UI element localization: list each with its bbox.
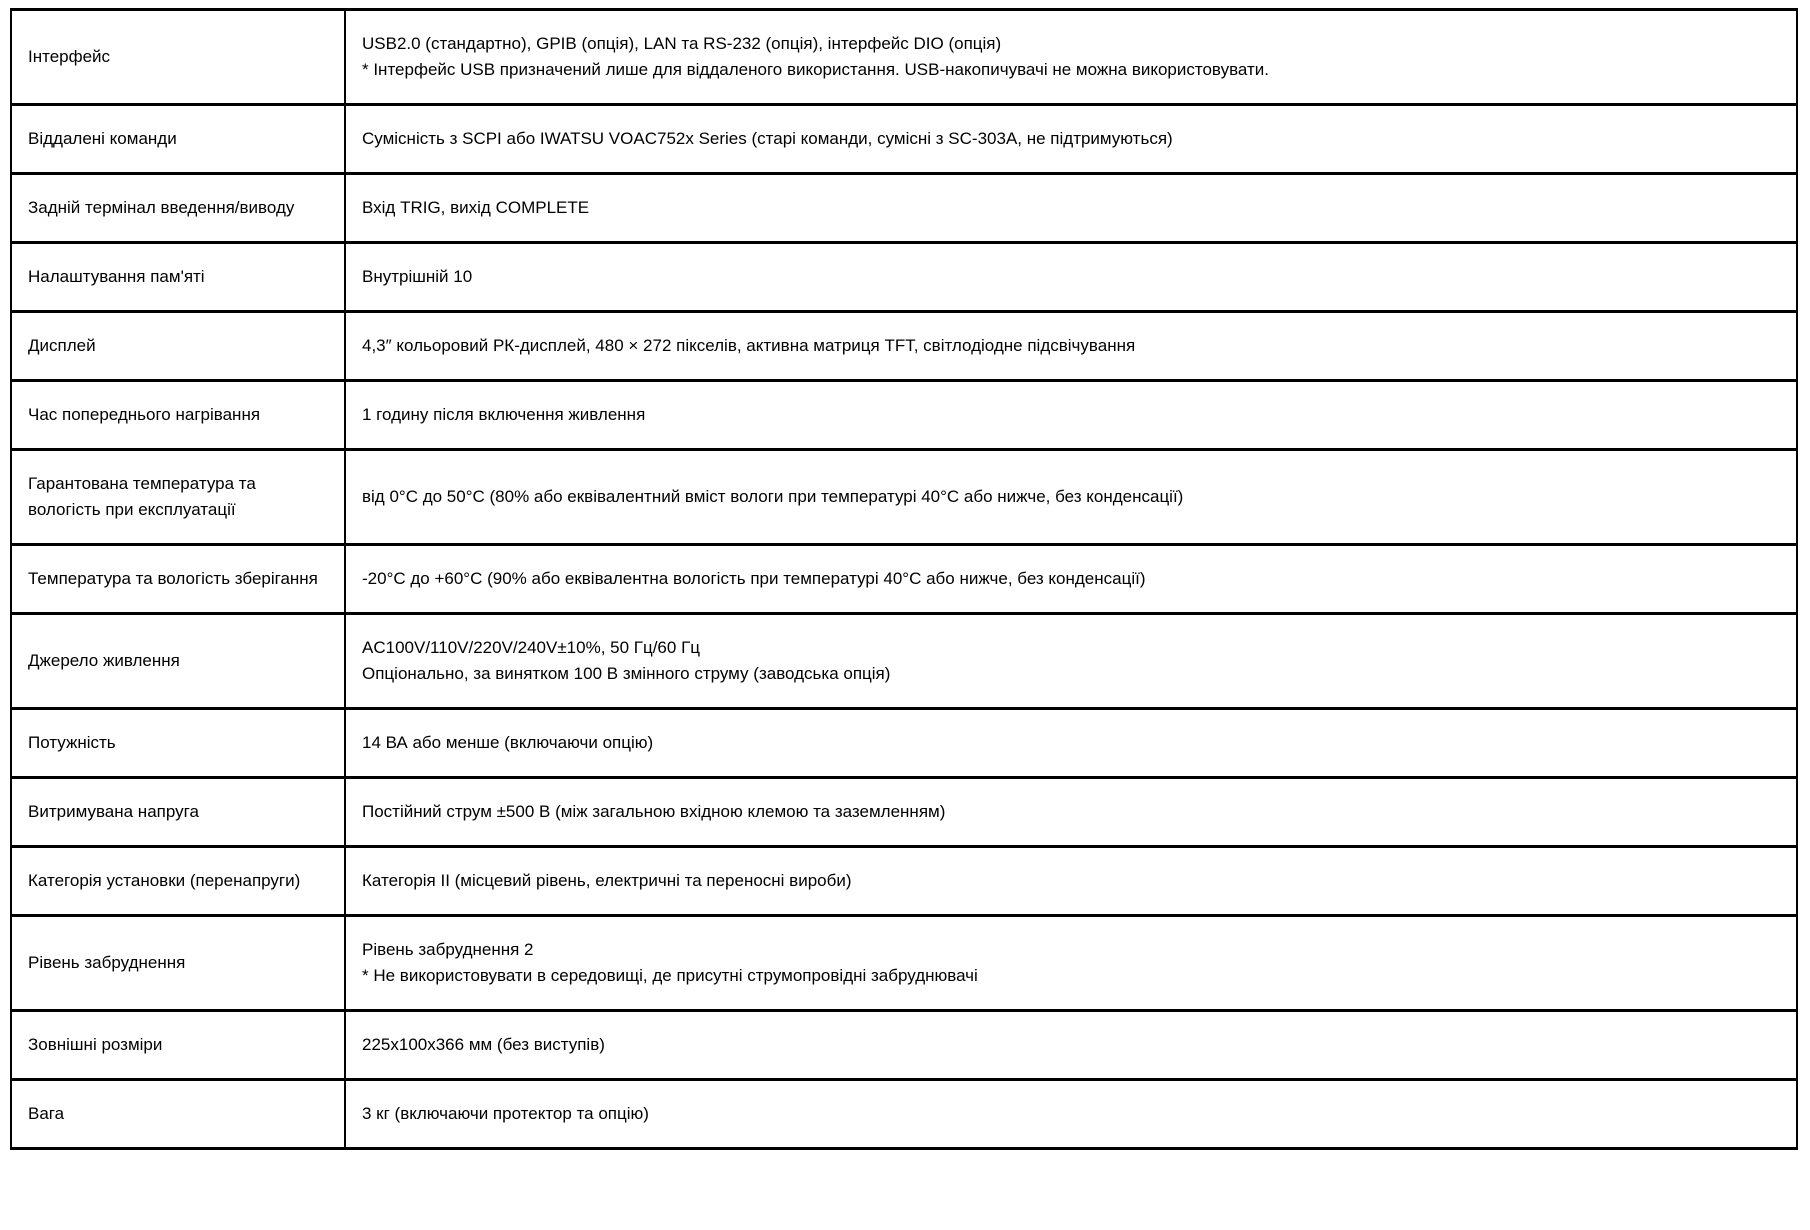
spec-value-line: від 0°C до 50°C (80% або еквівалентний вміст вологи при температурі 40°C або нижче, без конденсації) xyxy=(362,487,1184,506)
spec-value-line: 3 кг (включаючи протектор та опцію) xyxy=(362,1104,649,1123)
table-row xyxy=(11,174,1797,243)
spec-value-line: Рівень забруднення 2 xyxy=(362,940,534,959)
spec-label-cell: Дисплей xyxy=(11,312,345,381)
table-row xyxy=(11,545,1797,614)
table-row xyxy=(11,450,1797,545)
table-row xyxy=(11,105,1797,174)
spec-value-line: Категорія II (місцевий рівень, електричні та переносні вироби) xyxy=(362,871,852,890)
spec-label-cell: Потужність xyxy=(11,709,345,778)
spec-value-cell xyxy=(345,381,1797,450)
spec-label-cell: Інтерфейс xyxy=(11,10,345,105)
table-row xyxy=(11,312,1797,381)
spec-value-cell xyxy=(345,545,1797,614)
spec-value-line: USB2.0 (стандартно), GPIB (опція), LAN та RS-232 (опція), інтерфейс DIO (опція) xyxy=(362,34,1002,53)
spec-value-cell xyxy=(345,450,1797,545)
spec-value-line: -20°C до +60°C (90% або еквівалентна вологість при температурі 40°C або нижче, без конденсації) xyxy=(362,569,1146,588)
spec-value-cell xyxy=(345,243,1797,312)
spec-label-cell: Задній термінал введення/виводу xyxy=(11,174,345,243)
spec-value-line: Внутрішній 10 xyxy=(362,267,473,286)
spec-value-cell xyxy=(345,847,1797,916)
spec-value-cell xyxy=(345,1080,1797,1149)
spec-label-cell: Витримувана напруга xyxy=(11,778,345,847)
table-row xyxy=(11,1011,1797,1080)
spec-value-line: Опціонально, за винятком 100 В змінного струму (заводська опція) xyxy=(362,664,891,683)
spec-label-cell: Джерело живлення xyxy=(11,614,345,709)
spec-value-cell xyxy=(345,709,1797,778)
table-row xyxy=(11,709,1797,778)
spec-label-cell: Віддалені команди xyxy=(11,105,345,174)
spec-value-cell xyxy=(345,105,1797,174)
spec-value-line: Постійний струм ±500 В (між загальною вхідною клемою та заземленням) xyxy=(362,802,946,821)
spec-value-cell xyxy=(345,312,1797,381)
table-row xyxy=(11,243,1797,312)
table-row xyxy=(11,10,1797,105)
spec-table xyxy=(10,8,1798,1150)
spec-label-cell: Гарантована температура та вологість при експлуатації xyxy=(11,450,345,545)
spec-value-line: 14 ВА або менше (включаючи опцію) xyxy=(362,733,654,752)
spec-value-line: Сумісність з SCPI або IWATSU VOAC752x Series (старі команди, сумісні з SC-303A, не підтримуються) xyxy=(362,129,1173,148)
table-row xyxy=(11,778,1797,847)
spec-label-cell: Час попереднього нагрівання xyxy=(11,381,345,450)
spec-value-cell xyxy=(345,174,1797,243)
spec-value-line: * Не використовувати в середовищі, де присутні струмопровідні забруднювачі xyxy=(362,966,978,985)
spec-label-cell: Категорія установки (перенапруги) xyxy=(11,847,345,916)
spec-value-cell xyxy=(345,10,1797,105)
spec-value-cell xyxy=(345,614,1797,709)
spec-value-line: 225x100x366 мм (без виступів) xyxy=(362,1035,605,1054)
table-row xyxy=(11,847,1797,916)
spec-value-line: Вхід TRIG, вихід COMPLETE xyxy=(362,198,590,217)
spec-value-line: 1 годину після включення живлення xyxy=(362,405,646,424)
table-row xyxy=(11,381,1797,450)
spec-label-cell: Температура та вологість зберігання xyxy=(11,545,345,614)
spec-label-cell: Зовнішні розміри xyxy=(11,1011,345,1080)
spec-label-cell: Вага xyxy=(11,1080,345,1149)
table-row xyxy=(11,916,1797,1011)
spec-label-cell: Налаштування пам'яті xyxy=(11,243,345,312)
spec-value-cell xyxy=(345,1011,1797,1080)
spec-value-line: AC100V/110V/220V/240V±10%, 50 Гц/60 Гц xyxy=(362,638,701,657)
spec-table-body xyxy=(11,10,1797,1149)
spec-value-cell xyxy=(345,916,1797,1011)
table-row xyxy=(11,1080,1797,1149)
spec-value-cell xyxy=(345,778,1797,847)
spec-value-line: * Інтерфейс USB призначений лише для віддаленого використання. USB-накопичувачі не можна використовувати. xyxy=(362,60,1270,79)
spec-value-line: 4,3″ кольоровий РК-дисплей, 480 × 272 пікселів, активна матриця TFT, світлодіодне підсвічування xyxy=(362,336,1136,355)
table-row xyxy=(11,614,1797,709)
spec-label-cell: Рівень забруднення xyxy=(11,916,345,1011)
